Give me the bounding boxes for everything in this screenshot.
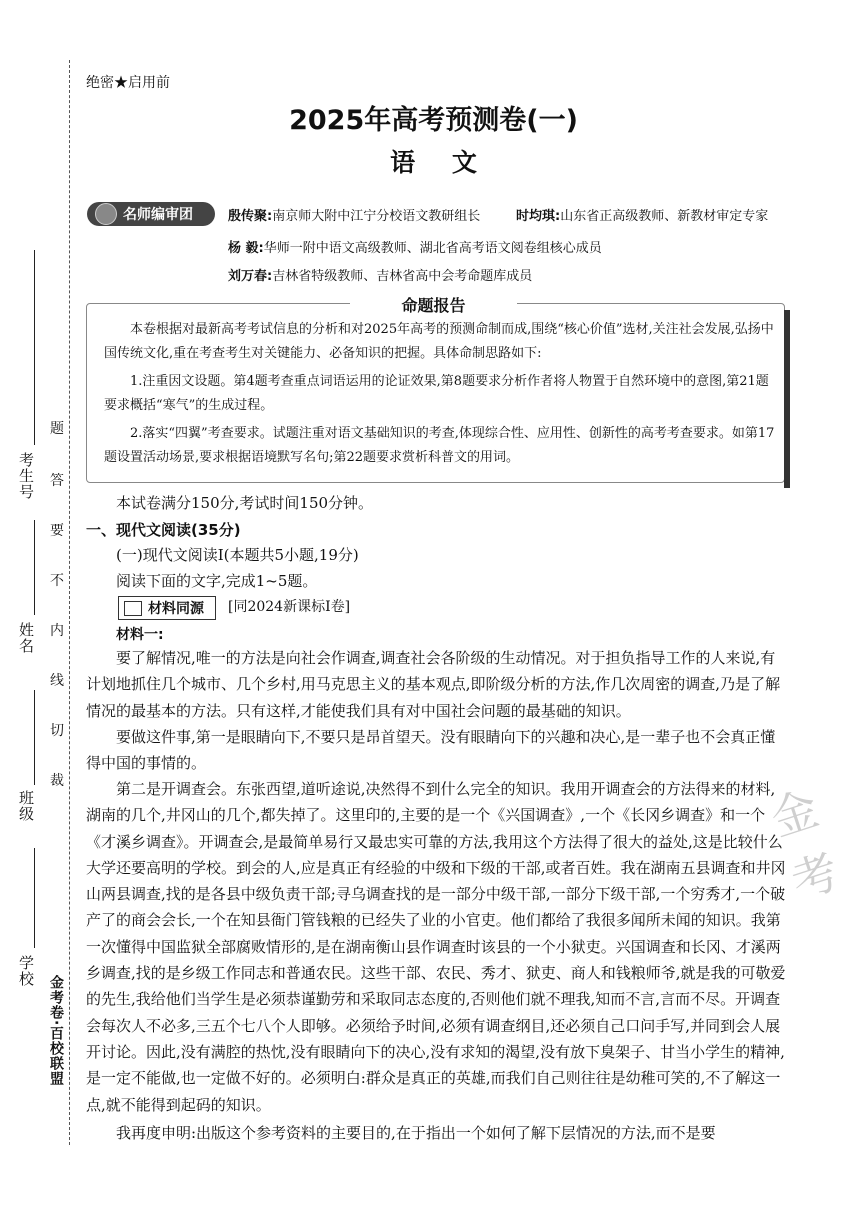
body-paragraph: 我再度申明:出版这个参考资料的主要目的,在于指出一个如何了解下层情况的方法,而不是要 — [116, 1124, 716, 1142]
union-label: 金考卷·百校联盟 — [48, 975, 64, 1087]
section-heading: 一、现代文阅读(35分) — [86, 521, 241, 539]
exam-info: 本试卷满分150分,考试时间150分钟。 — [116, 494, 374, 512]
report-paragraph: 1.注重因文设题。第4题考查重点词语运用的论证效果,第8题要求分析作者将人物置于自然环境中的意图,第21题要求概括“寒气”的生成过程。 — [104, 374, 769, 413]
seal-char: 不 — [50, 573, 64, 589]
field-school-blank — [34, 848, 36, 948]
page-title: 2025年高考预测卷(一) — [289, 105, 578, 136]
material-source: [同2024新课标Ⅰ卷] — [228, 599, 351, 615]
team-member: 杨 毅:华师一附中语文高级教师、湖北省高考语文阅卷组核心成员 — [228, 241, 602, 256]
team-badge-label: 名师编审团 — [123, 207, 193, 223]
team-member: 殷传聚:南京师大附中江宁分校语文教研组长 — [228, 209, 481, 224]
subject-title: 语 文 — [390, 148, 491, 177]
field-name-blank — [34, 520, 36, 615]
binding-line — [69, 60, 71, 1145]
seal-char: 答 — [50, 473, 64, 489]
book-icon — [124, 601, 142, 616]
seal-char: 切 — [50, 723, 64, 739]
report-paragraph: 2.落实“四翼”考查要求。试题注重对语文基础知识的考查,体现综合性、应用性、创新性的高考考查要求。如第17题设置活动场景,要求根据语境默写名句;第22题要求赏析科普文的用词。 — [104, 426, 775, 465]
watermark: 金考 — [764, 781, 846, 910]
field-school-label: 学校 — [17, 955, 35, 987]
seal-char: 裁 — [50, 773, 64, 789]
field-class-label: 班级 — [17, 790, 35, 822]
report-heading: 命题报告 — [350, 293, 517, 315]
teacher-icon — [95, 203, 117, 225]
field-class-blank — [34, 690, 36, 785]
report-paragraph: 本卷根据对最新高考考试信息的分析和对2025年高考的预测命制而成,围绕“核心价值”选材,关注社会发展,弘扬中国传统文化,重在考查考生对关键能力、必备知识的把握。具体命制思路如下: — [104, 322, 774, 361]
material-label: 材料一: — [116, 627, 164, 643]
team-member: 时均琪:山东省正高级教师、新教材审定专家 — [516, 209, 769, 224]
subsection-heading: (一)现代文阅读Ⅰ(本题共5小题,19分) — [116, 546, 359, 564]
seal-char: 内 — [50, 623, 64, 639]
field-name-label: 姓名 — [17, 622, 35, 654]
instruction: 阅读下面的文字,完成1~5题。 — [116, 572, 318, 590]
team-badge — [87, 202, 215, 226]
seal-char: 题 — [50, 421, 64, 437]
body-paragraph: 要做这件事,第一是眼睛向下,不要只是昂首望天。没有眼睛向下的兴趣和决心,是一辈子也不会真正懂得中国的事情的。 — [86, 728, 776, 773]
team-member: 刘万春:吉林省特级教师、吉林省高中会考命题库成员 — [228, 269, 533, 284]
field-exam-no-label: 考生号 — [17, 452, 35, 500]
body-paragraph: 第二是开调查会。东张西望,道听途说,决然得不到什么完全的知识。我用开调查会的方法得来的材料,湖南的几个,井冈山的几个,都失掉了。这里印的,主要的是一个《兴国调查》,一个《长冈乡调查》和一个《才溪乡调查》。开调查会,是最简单易行又最忠实可靠的方法,我用这个方法得了很大的益处,这是比较什么大学还要高明的学校。到会的人,应是真正有经验的中级和下级的干部,或者百姓。我在湖南五县调查和井冈山两县调查,找的是各县中级负责干部;寻乌调查找的是一部分中级干部,一部分下级干部,一个穷秀才,一个破产了的商会会长,一个在知县衙门管钱粮的已经失了业的小官吏。他们都给了我很多闻所未闻的知识。我第一次懂得中国监狱全部腐败情形的,是在湖南衡山县作调查时该县的一个小狱吏。兴国调查和长冈、才溪两乡调查,找的是乡级工作同志和普通农民。这些干部、农民、秀才、狱吏、商人和钱粮师爷,就是我的可敬爱的先生,我给他们当学生是必须恭谨勤劳和采取同志态度的,否则他们就不理我,知而不言,言而不尽。开调查会每次人不必多,三五个七八个人即够。必须给予时间,必须有调查纲目,还必须自己口问手写,并同到会人展开讨论。因此,没有满腔的热忱,没有眼睛向下的决心,没有求知的渴望,没有放下臭架子、甘当小学生的精神,是一定不能做,也一定做不好的。必须明白:群众是真正的英雄,而我们自己则往往是幼稚可笑的,不了解这一点,就不能得到起码的知识。 — [86, 780, 786, 1114]
confidential-label: 绝密★启用前 — [86, 75, 170, 91]
body-paragraph: 要了解情况,唯一的方法是向社会作调查,调查社会各阶级的生动情况。对于担负指导工作的人来说,有计划地抓住几个城市、几个乡村,用马克思主义的基本观点,即阶级分析的方法,作几次周密的调查,乃是了解情况的最基本的方法。只有这样,才能使我们具有对中国社会问题的最基础的知识。 — [86, 649, 781, 720]
seal-char: 要 — [50, 523, 64, 539]
field-exam-no-blank — [34, 250, 36, 445]
material-badge: 材料同源 — [118, 596, 216, 620]
seal-char: 线 — [50, 673, 64, 689]
